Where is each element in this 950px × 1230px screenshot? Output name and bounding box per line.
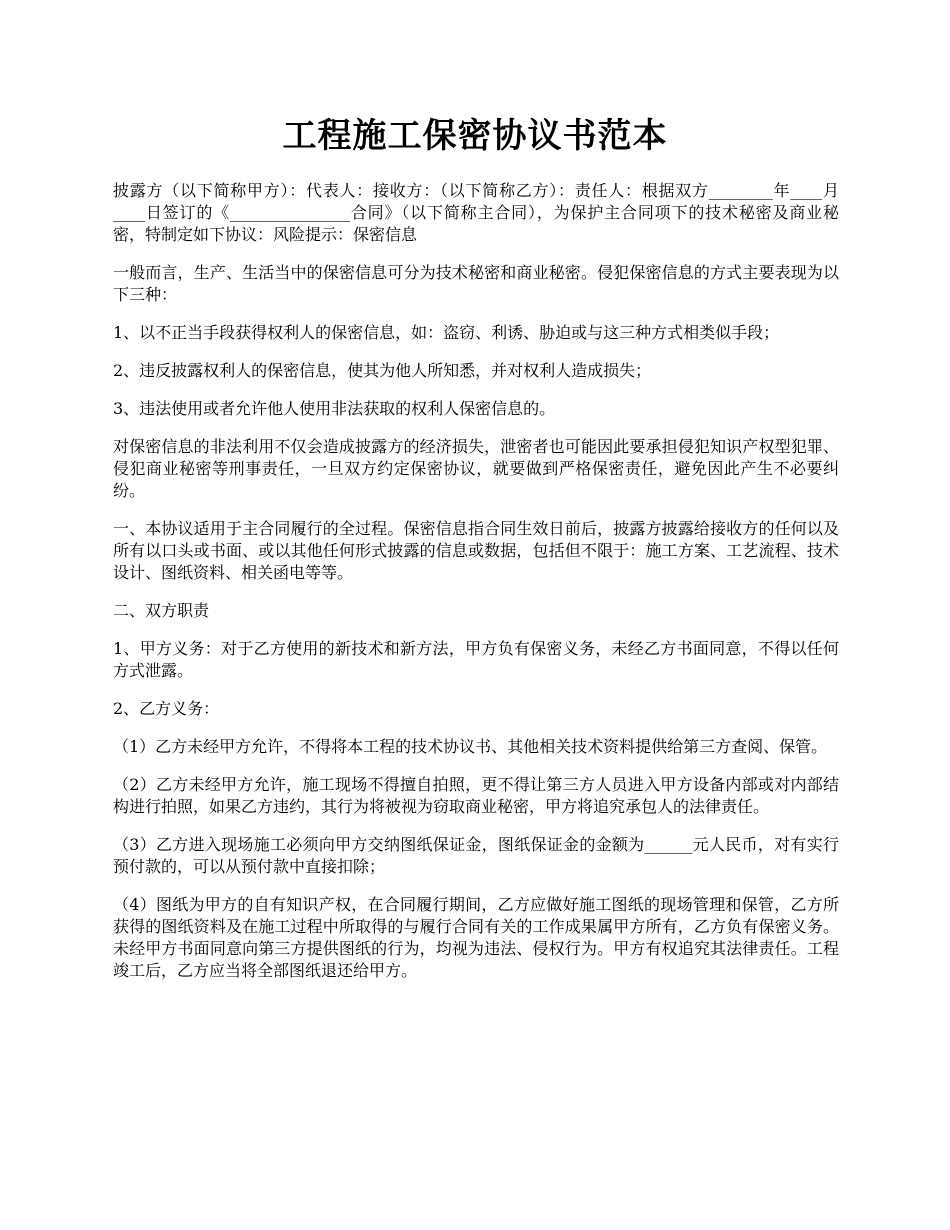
paragraph-party-b-duty-1: （1）乙方未经甲方允许，不得将本工程的技术协议书、其他相关技术资料提供给第三方查阅、保管。 xyxy=(113,737,828,756)
paragraph-item-3: 3、违法使用或者允许他人使用非法获取的权利人保密信息的。 xyxy=(113,399,556,418)
paragraph-item-1: 1、以不正当手段获得权利人的保密信息，如：盗窃、利诱、胁迫或与这三种方式相类似手段； xyxy=(113,323,780,342)
paragraph-party-a-duty: 1、甲方义务：对于乙方使用的新技术和新方法，甲方负有保密义务，未经乙方书面同意，不得以任何方式泄露。 xyxy=(113,639,839,680)
paragraph-party-b-duty-heading: 2、乙方义务： xyxy=(113,699,220,718)
paragraph-section-1: 一、本协议适用于主合同履行的全过程。保密信息指合同生效日前后，披露方披露给接收方的任何以及所有以口头或书面、或以其他任何形式披露的信息或数据，包括但不限于：施工方案、工艺流程、技术设计、图纸资料、相关函电等等。 xyxy=(113,519,839,582)
paragraph-party-b-duty-2: （2）乙方未经甲方允许，施工现场不得擅自拍照，更不得让第三方人员进入甲方设备内部或对内部结构进行拍照，如果乙方违约，其行为将被视为窃取商业秘密，甲方将追究承包人的法律责任。 xyxy=(113,775,839,816)
paragraph-preamble: 披露方（以下简称甲方）：代表人：接收方：（以下简称乙方）：责任人：根据双方________年____月____日签订的《_______________合同》（以下简称主合同），为保护主合同项下的技术秘密及商业秘密，特制定如下协议：风险提示：保密信息 xyxy=(113,181,839,244)
document-title: 工程施工保密协议书范本 xyxy=(282,116,668,156)
paragraph-party-b-duty-3: （3）乙方进入现场施工必须向甲方交纳图纸保证金，图纸保证金的金额为______元人民币，对有实行预付款的，可以从预付款中直接扣除； xyxy=(113,835,839,876)
document-body xyxy=(113,180,839,998)
paragraph-intro: 一般而言，生产、生活当中的保密信息可分为技术秘密和商业秘密。侵犯保密信息的方式主要表现为以下三种： xyxy=(113,263,839,304)
section-heading-duties: 二、双方职责 xyxy=(113,601,210,620)
paragraph-party-b-duty-4: （4）图纸为甲方的自有知识产权，在合同履行期间，乙方应做好施工图纸的现场管理和保管，乙方所获得的图纸资料及在施工过程中所取得的与履行合同有关的工作成果属甲方所有，乙方负有保密义务。未经甲方书面同意向第三方提供图纸的行为，均视为违法、侵权行为。甲方有权追究其法律责任。工程竣工后，乙方应当将全部图纸退还给甲方。 xyxy=(113,895,839,980)
paragraph-item-2: 2、违反披露权利人的保密信息，使其为他人所知悉，并对权利人造成损失； xyxy=(113,361,652,380)
paragraph-liability: 对保密信息的非法利用不仅会造成披露方的经济损失，泄密者也可能因此要承担侵犯知识产权型犯罪、侵犯商业秘密等刑事责任，一旦双方约定保密协议，就要做到严格保密责任，避免因此产生不必要纠纷。 xyxy=(113,437,839,500)
